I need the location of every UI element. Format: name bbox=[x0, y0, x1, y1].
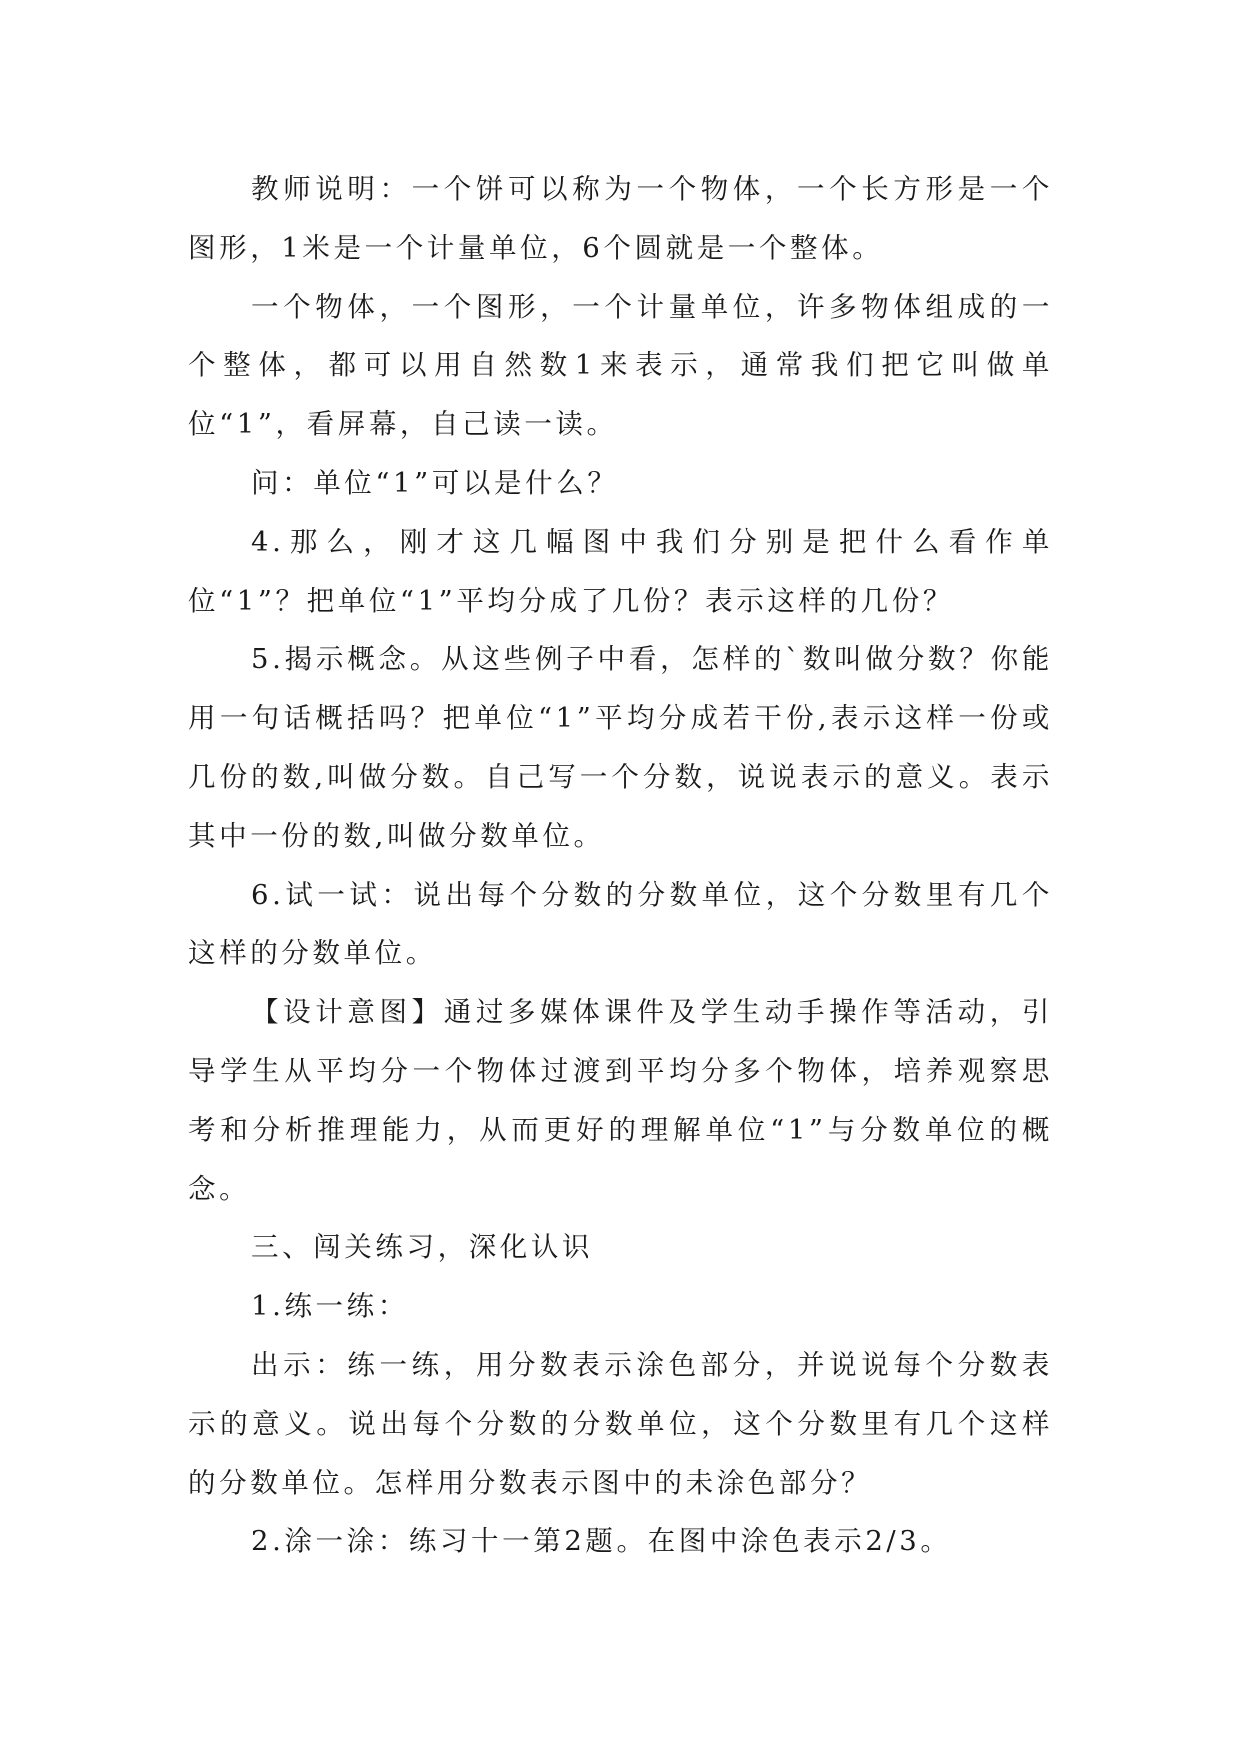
paragraph-step-5-concept: 5.揭示概念。从这些例子中看，怎样的`数叫做分数？你能用一句话概括吗？把单位“1”平均分成若干份,表示这样一份或几份的数,叫做分数。自己写一个分数，说说表示的意义。表示其中一份的数,叫做分数单位。 bbox=[188, 643, 1053, 852]
paragraph-practice-1-title: 1.练一练： bbox=[251, 1290, 409, 1323]
paragraph-practice-1-content: 出示：练一练，用分数表示涂色部分，并说说每个分数表示的意义。说出每个分数的分数单位，这个分数里有几个这样的分数单位。怎样用分数表示图中的未涂色部分？ bbox=[188, 1348, 1053, 1499]
paragraph-practice-2: 2.涂一涂：练习十一第2题。在图中涂色表示2/3。 bbox=[251, 1525, 952, 1558]
paragraph-design-intent: 【设计意图】通过多媒体课件及学生动手操作等活动，引导学生从平均分一个物体过渡到平均分多个物体，培养观察思考和分析推理能力，从而更好的理解单位“1”与分数单位的概念。 bbox=[188, 996, 1053, 1205]
paragraph-question-unit-one: 问：单位“1”可以是什么？ bbox=[251, 466, 619, 499]
section-heading-practice: 三、闯关练习，深化认识 bbox=[251, 1231, 594, 1264]
document-body bbox=[188, 160, 1053, 1571]
paragraph-unit-one-definition: 一个物体，一个图形，一个计量单位，许多物体组成的一个整体，都可以用自然数1来表示，通常我们把它叫做单位“1”，看屏幕，自己读一读。 bbox=[188, 290, 1053, 441]
paragraph-step-6-try: 6.试一试：说出每个分数的分数单位，这个分数里有几个这样的分数单位。 bbox=[188, 878, 1053, 970]
paragraph-step-4: 4.那么，刚才这几幅图中我们分别是把什么看作单位“1”？把单位“1”平均分成了几份？表示这样的几份？ bbox=[188, 525, 1053, 617]
paragraph-teacher-explanation: 教师说明：一个饼可以称为一个物体，一个长方形是一个图形，1米是一个计量单位，6个圆就是一个整体。 bbox=[188, 173, 1053, 264]
